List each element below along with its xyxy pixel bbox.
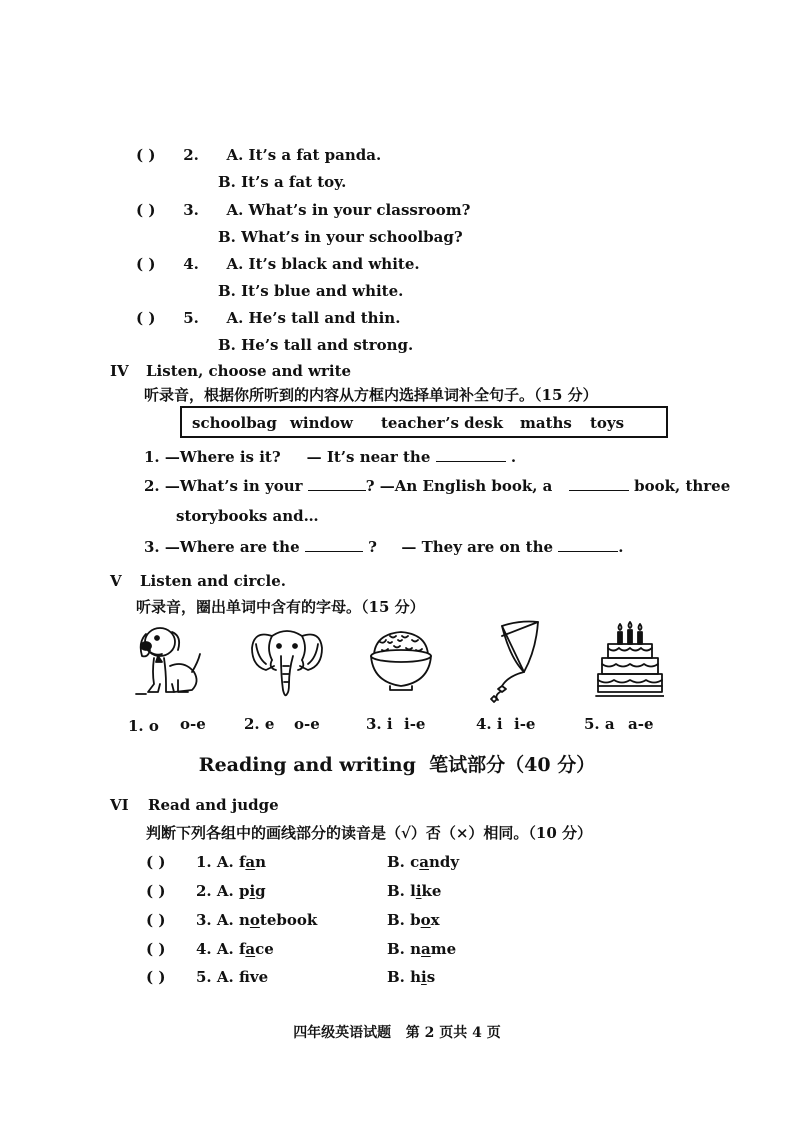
part-heading bbox=[0, 750, 794, 777]
answer-paren[interactable]: ( ) bbox=[136, 146, 156, 164]
option-number[interactable]: 1. o bbox=[128, 717, 159, 735]
answer-paren[interactable]: ( ) bbox=[146, 911, 166, 929]
word-bank-item: schoolbag bbox=[192, 414, 277, 432]
word-bank-item: maths bbox=[520, 414, 572, 432]
section-title: Read and judge bbox=[148, 796, 279, 814]
word-a: 4. A. face bbox=[196, 940, 274, 958]
question-text: book, three bbox=[634, 477, 731, 495]
option-alt[interactable]: i-e bbox=[514, 715, 536, 733]
word-b: B. box bbox=[387, 911, 440, 929]
option-number[interactable]: 4. i bbox=[476, 715, 503, 733]
question-text: 1. —Where is it? bbox=[144, 448, 281, 466]
section-heading bbox=[110, 362, 351, 380]
word-b: B. like bbox=[387, 882, 442, 900]
question-5-line-a bbox=[136, 309, 400, 327]
section-heading bbox=[110, 572, 286, 590]
section-roman: VI bbox=[110, 796, 129, 814]
question-number: 3. bbox=[183, 201, 199, 219]
part-heading-en: Reading and writing bbox=[198, 754, 416, 776]
section-instruction: 判断下列各组中的画线部分的读音是（√）否（×）相同。（10 分） bbox=[146, 824, 593, 842]
fill-question-2 bbox=[144, 476, 730, 495]
section-roman: IV bbox=[110, 362, 129, 380]
option-alt[interactable]: a-e bbox=[628, 715, 654, 733]
answer-paren[interactable]: ( ) bbox=[136, 309, 156, 327]
option-b: B. What’s in your schoolbag? bbox=[218, 228, 463, 246]
answer-paren[interactable]: ( ) bbox=[146, 882, 166, 900]
answer-blank[interactable] bbox=[308, 476, 366, 491]
option-number[interactable]: 5. a bbox=[584, 715, 615, 733]
word-a: 2. A. pig bbox=[196, 882, 266, 900]
answer-blank[interactable] bbox=[436, 447, 506, 462]
option-number[interactable]: 3. i bbox=[366, 715, 393, 733]
question-number: 2. bbox=[183, 146, 199, 164]
answer-paren[interactable]: ( ) bbox=[136, 201, 156, 219]
answer-paren[interactable]: ( ) bbox=[146, 940, 166, 958]
question-text: . bbox=[510, 448, 517, 466]
option-a: A. He’s tall and thin. bbox=[226, 309, 401, 327]
answer-blank[interactable] bbox=[305, 537, 363, 552]
question-text: ? —An English book, a bbox=[365, 477, 553, 495]
question-text: — It’s near the bbox=[306, 448, 431, 466]
answer-paren[interactable]: ( ) bbox=[136, 255, 156, 273]
option-a: A. What’s in your classroom? bbox=[226, 201, 471, 219]
answer-paren[interactable]: ( ) bbox=[146, 968, 166, 986]
option-b: B. He’s tall and strong. bbox=[218, 336, 414, 354]
question-text: — They are on the bbox=[401, 538, 554, 556]
section-title: Listen, choose and write bbox=[146, 362, 352, 380]
word-bank-item: toys bbox=[590, 414, 625, 432]
section-title: Listen and circle. bbox=[140, 572, 286, 590]
option-alt[interactable]: o-e bbox=[180, 715, 206, 733]
question-4-line-a bbox=[136, 255, 420, 273]
word-b: B. candy bbox=[387, 853, 460, 871]
option-b: B. It’s blue and white. bbox=[218, 282, 404, 300]
question-text: . bbox=[618, 538, 624, 556]
question-number: 4. bbox=[183, 255, 199, 273]
page-footer: 四年级英语试题 第 2 页共 4 页 bbox=[293, 1025, 501, 1041]
option-alt[interactable]: o-e bbox=[294, 715, 320, 733]
fill-question-3 bbox=[144, 537, 624, 556]
section-instruction: 听录音，圈出单词中含有的字母。（15 分） bbox=[136, 598, 425, 616]
kite-picture bbox=[484, 618, 546, 704]
part-heading-cn: 笔试部分（40 分） bbox=[429, 754, 596, 776]
word-bank-box bbox=[180, 406, 668, 438]
section-heading bbox=[110, 796, 279, 814]
question-number: 5. bbox=[183, 309, 199, 327]
question-3-line-a bbox=[136, 201, 470, 219]
cake-picture bbox=[594, 620, 664, 700]
fill-question-1 bbox=[144, 447, 516, 466]
elephant-picture bbox=[250, 622, 324, 702]
option-b: B. It’s a fat toy. bbox=[218, 173, 347, 191]
word-bank-item: window bbox=[290, 414, 353, 432]
word-b: B. name bbox=[387, 940, 457, 958]
section-instruction: 听录音，根据你所听到的内容从方框内选择单词补全句子。（15 分） bbox=[144, 386, 598, 404]
question-2-line-a bbox=[136, 146, 381, 164]
dog-picture bbox=[132, 622, 204, 700]
answer-paren[interactable]: ( ) bbox=[146, 853, 166, 871]
word-b: B. his bbox=[387, 968, 436, 986]
word-bank-item: teacher’s desk bbox=[381, 414, 503, 432]
option-alt[interactable]: i-e bbox=[404, 715, 426, 733]
question-text: 3. —Where are the bbox=[144, 538, 300, 556]
question-text: ? bbox=[368, 538, 377, 556]
option-a: A. It’s black and white. bbox=[226, 255, 420, 273]
word-a: 3. A. notebook bbox=[196, 911, 318, 929]
word-a: 5. A. fve bbox=[196, 968, 269, 986]
fill-question-2-cont: storybooks and… bbox=[176, 507, 319, 525]
answer-blank[interactable] bbox=[569, 476, 629, 491]
answer-blank[interactable] bbox=[558, 537, 618, 552]
word-a: 1. A. fan bbox=[196, 853, 267, 871]
option-a: A. It’s a fat panda. bbox=[226, 146, 382, 164]
option-number[interactable]: 2. e bbox=[244, 715, 275, 733]
question-text: 2. —What’s in your bbox=[144, 477, 303, 495]
section-roman: V bbox=[110, 572, 122, 590]
rice-bowl-picture bbox=[366, 628, 436, 694]
